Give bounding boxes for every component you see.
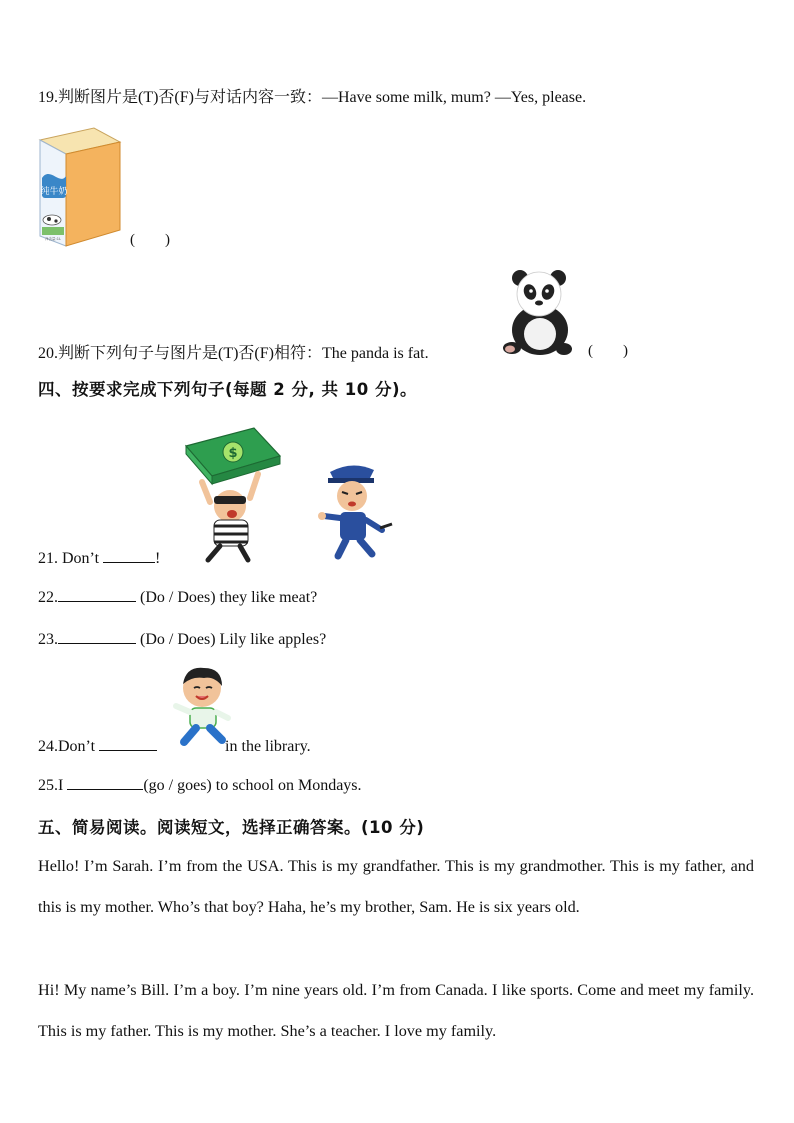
question-21-prefix: 21. Don’t xyxy=(38,550,100,567)
milk-label: 纯牛奶 xyxy=(40,187,68,197)
money-symbol: $ xyxy=(228,446,238,461)
question-24-suffix: in the library. xyxy=(225,738,311,755)
answer-blank-25[interactable] xyxy=(67,775,143,790)
reading-passage-1: Hello! I’m Sarah. I’m from the USA. This is my grandfather. This is my grandmother. This is my father, and this is my mother. Who’s that boy? Haha, he’s my brother, Sam. He is six years old. xyxy=(38,857,754,917)
answer-blank-21[interactable] xyxy=(103,548,155,563)
section-5-heading: 五、简易阅读。阅读短文，选择正确答案。(10 分) xyxy=(38,818,425,837)
question-20-text: 20.判断下列句子与图片是(T)否(F)相符：The panda is fat. xyxy=(38,345,429,362)
reading-passage-2: Hi! My name’s Bill. I’m a boy. I’m nine years old. I’m from Canada. I like sports. Come and meet my family. This is my father. This is my mother. She’s a teacher. I love my family. xyxy=(38,981,754,1041)
answer-paren-20[interactable]: ( ) xyxy=(588,343,628,359)
question-22-prefix: 22. xyxy=(38,589,58,606)
question-23 xyxy=(38,629,326,650)
panda-image xyxy=(500,266,578,358)
answer-blank-24[interactable] xyxy=(99,736,157,751)
milk-carton-image xyxy=(36,126,122,248)
question-22 xyxy=(38,587,317,608)
thief-with-money-image xyxy=(180,424,284,564)
question-25-prefix: 25.I xyxy=(38,777,64,794)
question-24 xyxy=(38,736,311,757)
answer-paren-19[interactable]: ( ) xyxy=(130,232,170,248)
question-25-suffix: (go / goes) to school on Mondays. xyxy=(143,777,362,794)
milk-volume-label: 净含量:1L xyxy=(45,237,61,241)
policeman-image xyxy=(318,462,398,562)
question-19-text: 19.判断图片是(T)否(F)与对话内容一致：—Have some milk, mum? —Yes, please. xyxy=(38,89,587,106)
answer-blank-23[interactable] xyxy=(58,629,136,644)
answer-blank-22[interactable] xyxy=(58,587,136,602)
section-4-heading: 四、按要求完成下列句子(每题 2 分, 共 10 分)。 xyxy=(38,380,418,399)
question-24-prefix: 24.Don’t xyxy=(38,738,96,755)
question-22-suffix: (Do / Does) they like meat? xyxy=(140,589,318,606)
question-23-prefix: 23. xyxy=(38,631,58,648)
question-21-suffix: ! xyxy=(155,550,161,567)
question-25 xyxy=(38,775,362,796)
question-23-suffix: (Do / Does) Lily like apples? xyxy=(140,631,327,648)
question-21 xyxy=(38,548,160,569)
